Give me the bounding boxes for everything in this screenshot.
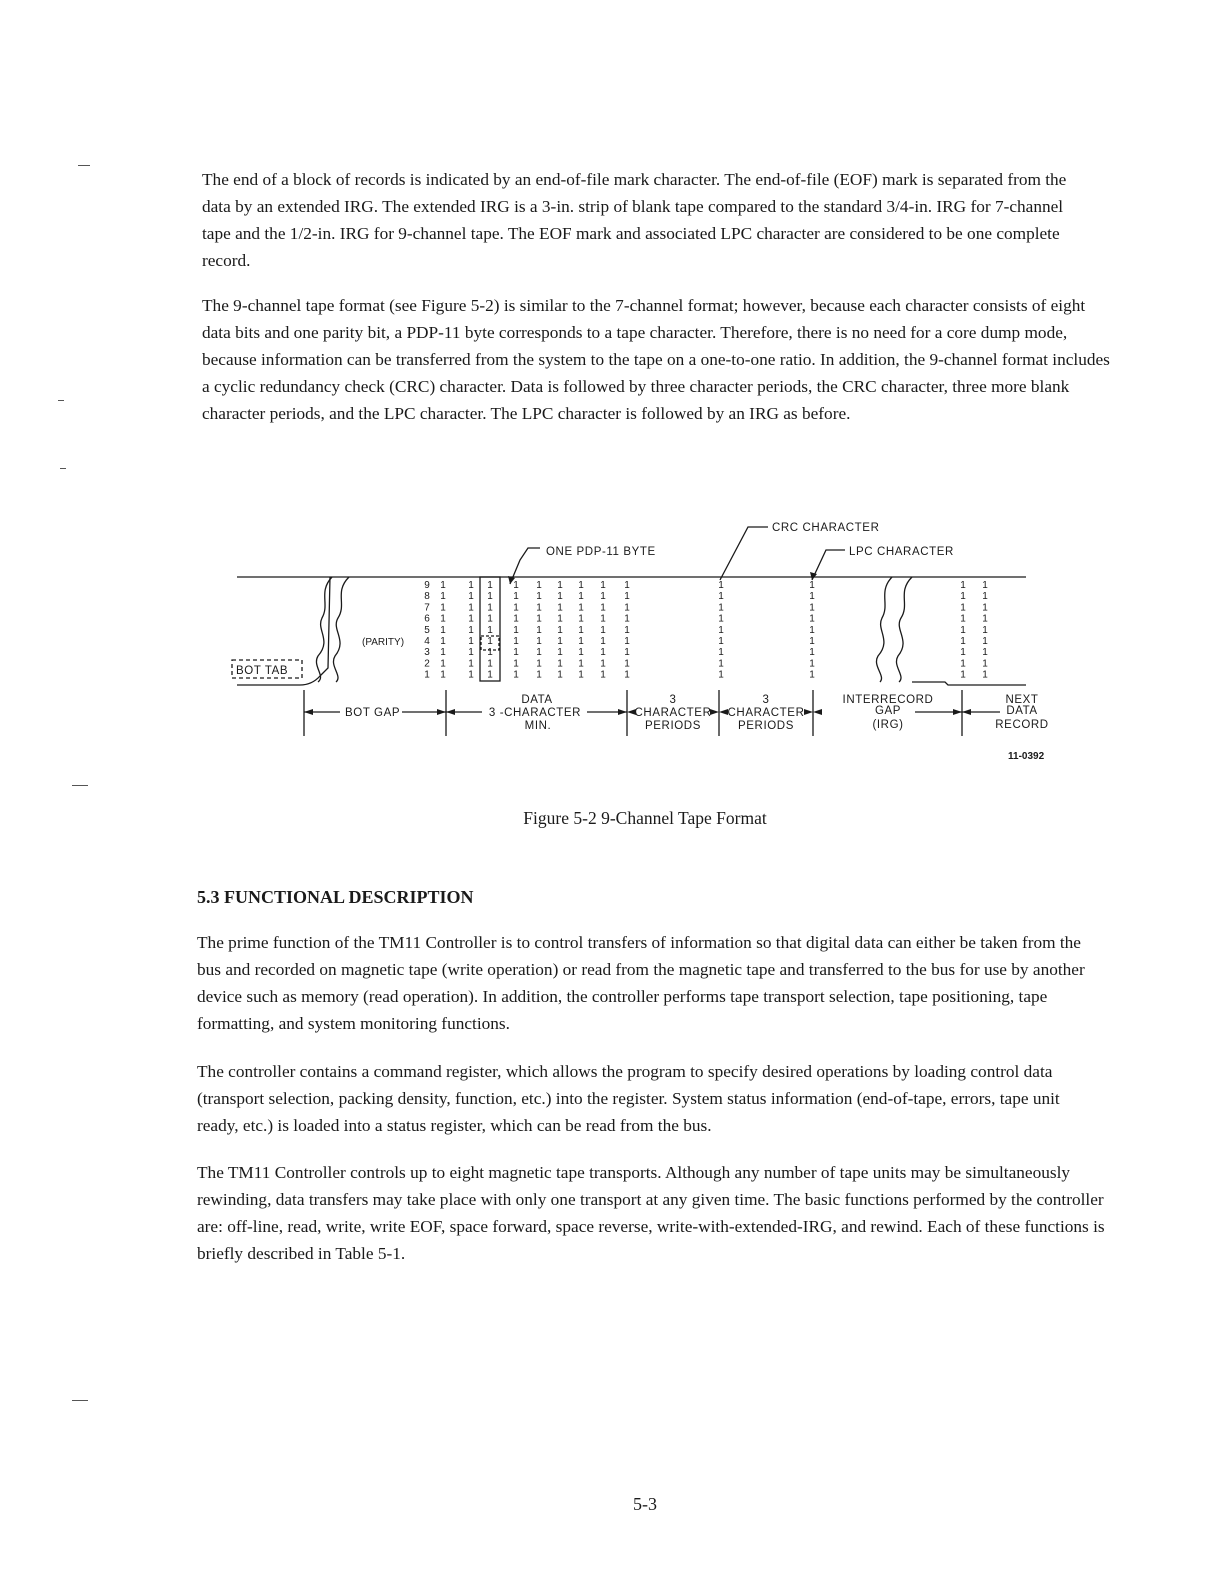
bit-mark: 1: [440, 580, 446, 591]
bit-mark: 1: [487, 613, 493, 625]
bit-mark: 1: [982, 658, 988, 670]
bit-mark: 1: [536, 580, 542, 591]
crc-character-label: CRC CHARACTER: [772, 522, 880, 534]
char-periods-1-label: CHARACTER: [634, 707, 712, 719]
channel-number: 6: [424, 613, 430, 625]
bit-mark: 1: [440, 624, 446, 636]
bit-mark: 1: [809, 636, 815, 647]
bit-mark: 1: [513, 602, 519, 614]
bit-mark: 1: [718, 602, 724, 614]
bit-mark: 1: [982, 647, 988, 659]
bit-mark: 1: [960, 669, 966, 681]
bit-mark: 1: [536, 602, 542, 614]
bit-mark: 1: [718, 658, 724, 670]
bit-mark: 1: [513, 591, 519, 603]
bit-mark: 1: [513, 636, 519, 647]
bit-mark: 1: [468, 602, 474, 614]
bit-mark: 1: [487, 636, 493, 647]
channel-number: 9: [424, 580, 430, 591]
bit-mark: 1: [487, 647, 493, 659]
bit-mark: 1: [578, 624, 584, 636]
bit-mark: 1: [809, 669, 815, 681]
bit-mark: 1: [468, 658, 474, 670]
bit-mark: 1: [440, 591, 446, 603]
bit-mark: 1: [513, 624, 519, 636]
char-periods-2-suffix: PERIODS: [738, 720, 794, 732]
channel-number: 5: [424, 624, 430, 636]
bit-mark: 1: [557, 580, 563, 591]
tape-format-figure: [0, 500, 1224, 780]
bit-mark: 1: [487, 602, 493, 614]
bit-mark: 1: [960, 658, 966, 670]
bit-mark: 1: [718, 636, 724, 647]
bit-mark: 1: [536, 624, 542, 636]
parity-label: (PARITY): [362, 637, 405, 648]
section-heading: 5.3 FUNCTIONAL DESCRIPTION: [197, 887, 474, 907]
bit-mark: 1: [440, 669, 446, 681]
bit-mark: 1: [600, 580, 606, 591]
bit-mark: 1: [578, 613, 584, 625]
bit-mark: 1: [809, 591, 815, 603]
irg-label: INTERRECORD: [842, 694, 934, 706]
bit-mark: 1: [536, 658, 542, 670]
bit-mark: 1: [513, 580, 519, 591]
bit-mark: 1: [557, 669, 563, 681]
bit-mark: 1: [624, 647, 630, 659]
char-periods-1-count: 3: [669, 694, 677, 706]
bit-mark: 1: [624, 591, 630, 603]
next-record-label-1: NEXT: [1005, 694, 1039, 706]
bit-mark: 1: [513, 669, 519, 681]
bit-mark: 1: [513, 658, 519, 670]
bit-mark: 1: [468, 613, 474, 625]
bit-mark: 1: [982, 669, 988, 681]
bit-mark: 1: [600, 613, 606, 625]
page-number: 5-3: [633, 1494, 657, 1514]
bit-mark: 1: [578, 658, 584, 670]
bit-mark: 1: [960, 636, 966, 647]
irg-abbrev-label: (IRG): [872, 719, 904, 731]
bit-mark: 1: [440, 658, 446, 670]
bit-mark: 1: [982, 580, 988, 591]
bot-tab-label: BOT TAB: [236, 665, 289, 677]
channel-number: 3: [424, 647, 430, 659]
bit-mark: 1: [557, 624, 563, 636]
bit-mark: 1: [536, 669, 542, 681]
bit-mark: 1: [982, 624, 988, 636]
paragraph-9-channel-format: The 9-channel tape format (see Figure 5-2) is similar to the 7-channel format; however, because each character consists of eight data bits and one parity bit, a PDP-11 byte corresponds to a tape character. Therefore, there is no need for a core dump mode, because information can be transferred from the system to the tape on a one-to-one ratio. In addition, the 9-channel format includes a cyclic redundancy check (CRC) character. Data is followed by three character periods, the CRC character, three more blank character periods, and the LPC character. The LPC character is followed by an IRG as before.: [202, 296, 1110, 423]
bit-mark: 1: [600, 647, 606, 659]
bit-mark: 1: [624, 602, 630, 614]
bit-mark: 1: [960, 624, 966, 636]
bit-mark: 1: [536, 591, 542, 603]
bit-mark: 1: [809, 658, 815, 670]
bit-mark: 1: [578, 580, 584, 591]
figure-caption: Figure 5-2 9-Channel Tape Format: [523, 808, 767, 828]
bit-mark: 1: [557, 647, 563, 659]
channel-number: 2: [424, 658, 430, 670]
bit-mark: 1: [578, 602, 584, 614]
bit-mark: 1: [960, 591, 966, 603]
bit-mark: 1: [536, 636, 542, 647]
bit-mark: 1: [578, 591, 584, 603]
bit-mark: 1: [468, 647, 474, 659]
bit-mark: 1: [982, 591, 988, 603]
bit-mark: 1: [536, 647, 542, 659]
lpc-character-label: LPC CHARACTER: [849, 546, 954, 558]
bit-mark: 1: [809, 613, 815, 625]
bit-mark: 1: [960, 580, 966, 591]
bit-mark: 1: [718, 669, 724, 681]
bit-mark: 1: [557, 591, 563, 603]
bit-mark: 1: [960, 613, 966, 625]
bot-gap-label: BOT GAP: [345, 707, 401, 719]
paragraph-prime-function: The prime function of the TM11 Controller is to control transfers of information so that digital data can either be taken from the bus and recorded on magnetic tape (write operation) or read from the magnetic tape and transferred to the bus for use by another device such as memory (read operation). In addition, the controller performs tape transport selection, tape positioning, tape formatting, and system monitoring functions.: [197, 933, 1085, 1033]
bit-mark: 1: [982, 602, 988, 614]
bit-mark: 1: [440, 613, 446, 625]
bit-mark: 1: [600, 636, 606, 647]
char-periods-2-count: 3: [762, 694, 770, 706]
bit-mark: 1: [578, 636, 584, 647]
bit-mark: 1: [440, 647, 446, 659]
paragraph-eof: The end of a block of records is indicated by an end-of-file mark character. The end-of-file (EOF) mark is separated from the data by an extended IRG. The extended IRG is a 3-in. strip of blank tape compared to the standard 3/4-in. IRG for 7-channel tape and the 1/2-in. IRG for 9-channel tape. The EOF mark and associated LPC character are considered to be one complete record.: [202, 170, 1067, 270]
bit-mark: 1: [624, 636, 630, 647]
bit-mark: 1: [809, 647, 815, 659]
bit-mark: 1: [960, 647, 966, 659]
bit-mark: 1: [982, 636, 988, 647]
next-record-label-3: RECORD: [995, 719, 1049, 731]
bit-mark: 1: [440, 636, 446, 647]
bit-mark: 1: [600, 658, 606, 670]
bit-mark: 1: [809, 624, 815, 636]
bit-mark: 1: [557, 613, 563, 625]
bit-mark: 1: [557, 602, 563, 614]
pdp11-byte-label: ONE PDP-11 BYTE: [546, 546, 656, 558]
bit-mark: 1: [468, 580, 474, 591]
bit-mark: 1: [809, 580, 815, 591]
bit-mark: 1: [487, 669, 493, 681]
bit-mark: 1: [487, 580, 493, 591]
bit-mark: 1: [624, 658, 630, 670]
bit-mark: 1: [487, 658, 493, 670]
bit-mark: 1: [440, 602, 446, 614]
paragraph-command-register: The controller contains a command register, which allows the program to specify desired operations by loading control data (transport selection, packing density, function, etc.) into the register. System status information (end-of-tape, errors, tape unit ready, etc.) is loaded into a status register, which can be read from the bus.: [197, 1062, 1060, 1135]
data-min-label: 3 -CHARACTER: [488, 707, 582, 719]
bit-mark: 1: [809, 602, 815, 614]
char-periods-2-label: CHARACTER: [727, 707, 805, 719]
bit-mark: 1: [718, 580, 724, 591]
bit-mark: 1: [624, 580, 630, 591]
bit-mark: 1: [600, 602, 606, 614]
channel-number: 1: [424, 669, 430, 681]
bit-mark: 1: [468, 669, 474, 681]
bit-mark: 1: [982, 613, 988, 625]
bit-mark: 1: [600, 669, 606, 681]
char-periods-1-suffix: PERIODS: [645, 720, 701, 732]
bit-mark: 1: [513, 647, 519, 659]
bit-columns: [440, 580, 988, 681]
bit-mark: 1: [468, 591, 474, 603]
bit-mark: 1: [557, 658, 563, 670]
figure-reference-number: 11-0392: [1008, 751, 1045, 762]
bit-mark: 1: [578, 669, 584, 681]
data-min-suffix: MIN.: [524, 720, 552, 732]
data-label: DATA: [521, 694, 553, 706]
bit-mark: 1: [624, 613, 630, 625]
bit-mark: 1: [718, 613, 724, 625]
bit-mark: 1: [487, 624, 493, 636]
bit-mark: 1: [513, 613, 519, 625]
channel-number: 4: [424, 636, 430, 647]
bit-mark: 1: [600, 624, 606, 636]
channel-number: 7: [424, 602, 430, 614]
bit-mark: 1: [624, 624, 630, 636]
channel-number: 8: [424, 591, 430, 603]
bit-mark: 1: [718, 591, 724, 603]
irg-gap-label: GAP: [874, 705, 902, 717]
bit-mark: 1: [536, 613, 542, 625]
paragraph-controller-functions: The TM11 Controller controls up to eight magnetic tape transports. Although any number of tape units may be simultaneously rewinding, data transfers may take place with only one transport at any given time. The basic functions performed by the controller are: off-line, read, write, write EOF, space forward, space reverse, write-with-extended-IRG, and rewind. Each of these functions is briefly described in Table 5-1.: [197, 1163, 1105, 1263]
next-record-label-2: DATA: [1006, 705, 1038, 717]
bit-mark: 1: [718, 624, 724, 636]
bit-mark: 1: [578, 647, 584, 659]
bit-mark: 1: [468, 636, 474, 647]
bit-mark: 1: [487, 591, 493, 603]
bit-mark: 1: [718, 647, 724, 659]
bit-mark: 1: [624, 669, 630, 681]
bit-mark: 1: [557, 636, 563, 647]
bit-mark: 1: [468, 624, 474, 636]
bit-mark: 1: [960, 602, 966, 614]
bit-mark: 1: [600, 591, 606, 603]
channel-number-column: [424, 580, 430, 681]
